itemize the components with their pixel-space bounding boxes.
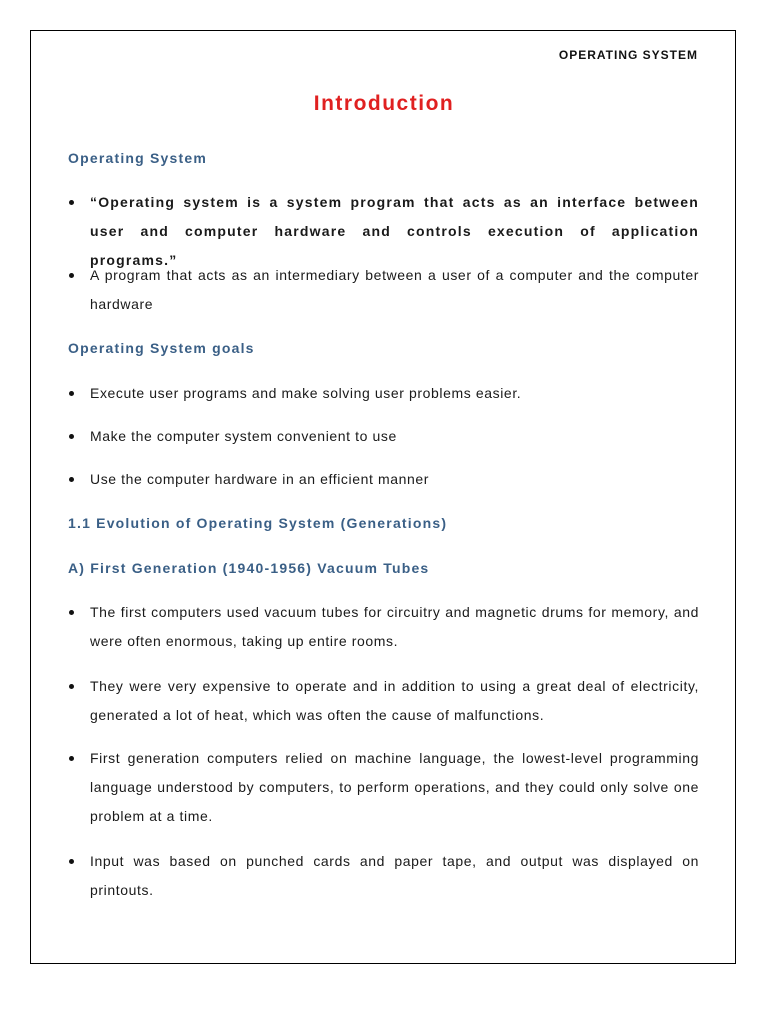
list-item-text: They were very expensive to operate and in addition to using a great deal of electricity, generated a lot of heat, which was often the cause of malfunctions. xyxy=(90,678,699,723)
list-item xyxy=(68,744,699,831)
list-item-text: Input was based on punched cards and paper tape, and output was displayed on printouts. xyxy=(90,853,699,898)
page-title: Introduction xyxy=(313,92,455,115)
list-item xyxy=(68,422,699,451)
list-item xyxy=(68,672,699,730)
list-item-text: The first computers used vacuum tubes for circuitry and magnetic drums for memory, and were often enormous, taking up entire rooms. xyxy=(90,604,699,649)
list-item xyxy=(68,847,699,905)
list-item xyxy=(68,379,699,408)
list-item xyxy=(68,598,699,656)
section-heading-evolution: 1.1 Evolution of Operating System (Generations) xyxy=(68,515,448,531)
section-heading-operating-system-goals: Operating System goals xyxy=(68,340,255,356)
list-item-text: Execute user programs and make solving user problems easier. xyxy=(90,385,522,401)
section-heading-operating-system: Operating System xyxy=(68,150,208,166)
list-item xyxy=(68,261,699,319)
running-header: OPERATING SYSTEM xyxy=(558,48,698,62)
list-item-text: Make the computer system convenient to use xyxy=(90,428,397,444)
list-item-text: “Operating system is a system program that acts as an interface between user and computer hardware and controls execution of application programs.” xyxy=(90,194,699,268)
list-item-text: First generation computers relied on machine language, the lowest-level programming language understood by computers, to perform operations, and they could only solve one problem at a time. xyxy=(90,750,699,824)
section-heading-first-generation: A) First Generation (1940-1956) Vacuum Tubes xyxy=(68,560,430,576)
list-item-text: A program that acts as an intermediary between a user of a computer and the computer hardware xyxy=(90,267,699,312)
list-item-text: Use the computer hardware in an efficient manner xyxy=(90,471,430,487)
list-item xyxy=(68,465,699,494)
